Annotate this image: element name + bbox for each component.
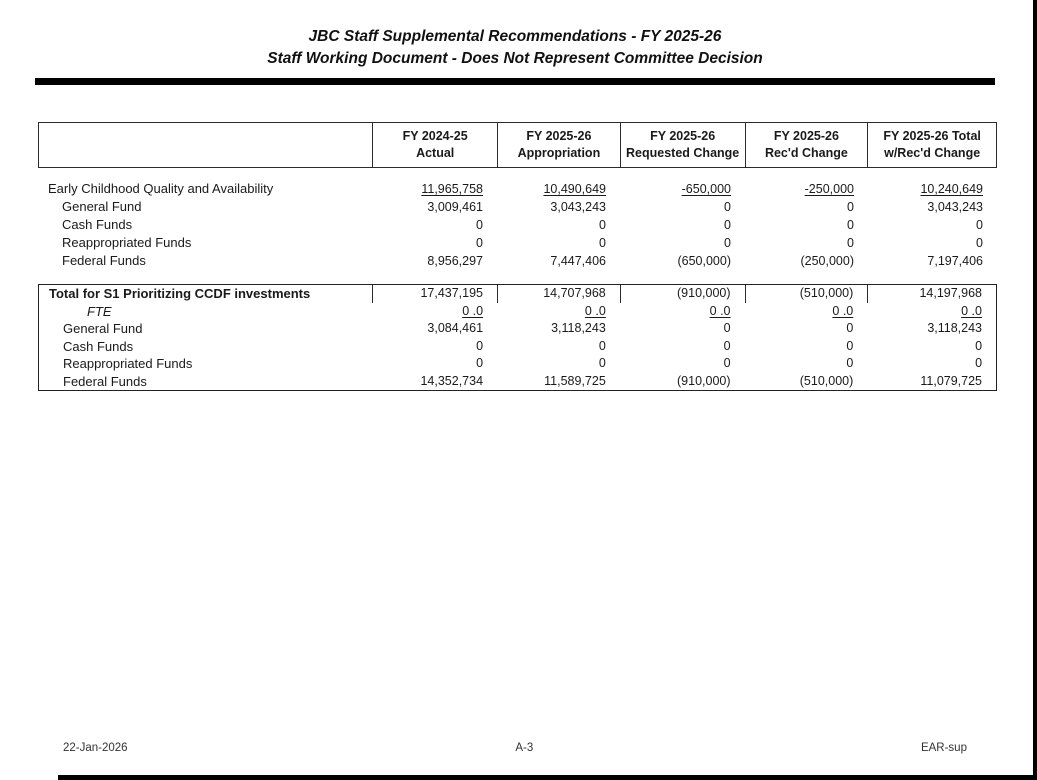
cell-value: 0: [846, 338, 854, 353]
cell-value: 0: [846, 356, 854, 370]
cell-value: 0: [846, 321, 854, 335]
cell-value: 0 .0: [832, 303, 854, 318]
footer-date: 22-Jan-2026: [63, 742, 128, 754]
table-row: [39, 355, 996, 373]
page-footer: [63, 742, 967, 754]
cell-value: 0: [723, 338, 731, 353]
cell-value: 14,352,734: [420, 373, 484, 388]
column-header-total-recd-change: FY 2025-26 Total w/Rec'd Change: [867, 123, 996, 167]
cell-value: (650,000): [677, 254, 731, 268]
cell-value: 3,043,243: [927, 200, 983, 214]
table-row: [39, 320, 996, 338]
row-label: General Fund: [63, 321, 143, 336]
cell-value: 14,707,968: [497, 285, 620, 303]
table-row: [38, 216, 997, 234]
cell-value: 0 .0: [709, 303, 731, 318]
row-label: Total for S1 Prioritizing CCDF investments: [49, 286, 311, 301]
column-header-appropriation: FY 2025-26 Appropriation: [497, 123, 620, 167]
cell-value: 0 .0: [584, 303, 606, 318]
cell-value: 0: [723, 356, 731, 370]
budget-table: [38, 122, 997, 391]
row-label: Early Childhood Quality and Availability: [48, 181, 274, 196]
cell-value: 3,084,461: [427, 321, 484, 335]
page-edge-right: [1033, 0, 1037, 780]
cell-value: 0: [476, 218, 483, 232]
table-row: [38, 180, 997, 198]
line-item-section: [38, 180, 997, 270]
table-row-fte: [39, 303, 996, 321]
cell-value: 0: [847, 218, 854, 232]
doc-title-line2: Staff Working Document - Does Not Represent Committee Decision: [267, 50, 763, 67]
total-section: [38, 284, 997, 391]
table-header-row: [38, 122, 997, 168]
row-label: Reappropriated Funds: [62, 235, 192, 250]
page-edge-bottom: [58, 775, 1037, 780]
table-row: [38, 234, 997, 252]
cell-value: 7,197,406: [927, 254, 983, 268]
footer-doc-code: EAR-sup: [920, 742, 967, 754]
cell-value: (510,000): [799, 373, 854, 388]
cell-value: 8,956,297: [427, 254, 483, 268]
table-row-total: [39, 285, 996, 303]
cell-value: 0 .0: [961, 303, 982, 318]
column-header-actual: FY 2024-25 Actual: [372, 123, 497, 167]
cell-value: 0: [847, 200, 854, 214]
cell-value: 0: [476, 236, 483, 250]
column-header-requested-change: FY 2025-26 Requested Change: [620, 123, 745, 167]
cell-value: 17,437,195: [372, 285, 497, 303]
cell-value: 0 .0: [462, 303, 484, 318]
cell-value: 0: [599, 218, 606, 232]
table-row: [39, 338, 996, 356]
row-label: Federal Funds: [63, 373, 147, 389]
cell-value: 0: [724, 200, 731, 214]
row-label: FTE: [87, 303, 112, 319]
doc-title-line1: JBC Staff Supplemental Recommendations - FY 2025-26: [308, 28, 722, 45]
cell-value: 3,043,243: [550, 200, 606, 214]
column-header-empty: [39, 123, 372, 167]
cell-value: (910,000): [620, 285, 745, 303]
cell-value: 7,447,406: [550, 254, 606, 268]
cell-value: 3,118,243: [551, 321, 606, 335]
cell-value: 0: [976, 218, 983, 232]
cell-value: 14,197,968: [867, 285, 996, 303]
doc-title: [35, 26, 995, 70]
cell-value: 0: [599, 236, 606, 250]
column-header-recd-change: FY 2025-26 Rec'd Change: [745, 123, 868, 167]
row-label: Cash Funds: [63, 338, 134, 354]
cell-value: -650,000: [681, 182, 731, 196]
table-row: [38, 252, 997, 270]
row-label: Federal Funds: [62, 253, 146, 268]
table-row: [38, 198, 997, 216]
cell-value: (910,000): [677, 373, 731, 388]
cell-value: 10,490,649: [543, 182, 606, 196]
cell-value: 11,079,725: [920, 373, 983, 388]
cell-value: 3,009,461: [427, 200, 483, 214]
cell-value: 3,118,243: [927, 321, 983, 335]
cell-value: 11,589,725: [544, 373, 606, 388]
cell-value: 0: [598, 356, 606, 370]
row-label: Reappropriated Funds: [63, 356, 193, 371]
cell-value: 11,965,758: [421, 182, 483, 196]
row-label: General Fund: [62, 199, 142, 214]
cell-value: 10,240,649: [920, 182, 983, 196]
cell-value: 0: [975, 338, 983, 353]
cell-value: 0: [598, 338, 606, 353]
row-label: Cash Funds: [62, 217, 133, 232]
cell-value: (250,000): [800, 254, 854, 268]
cell-value: 0: [476, 356, 484, 370]
footer-page-number: A-3: [515, 742, 534, 754]
title-divider-rule: [35, 78, 995, 85]
cell-value: (510,000): [745, 285, 868, 303]
table-row: [39, 373, 996, 391]
cell-value: 0: [724, 218, 731, 232]
cell-value: 0: [724, 236, 731, 250]
cell-value: 0: [476, 338, 484, 353]
cell-value: 0: [975, 356, 983, 370]
cell-value: 0: [847, 236, 854, 250]
cell-value: 0: [976, 236, 983, 250]
cell-value: -250,000: [804, 182, 854, 196]
cell-value: 0: [723, 321, 731, 335]
